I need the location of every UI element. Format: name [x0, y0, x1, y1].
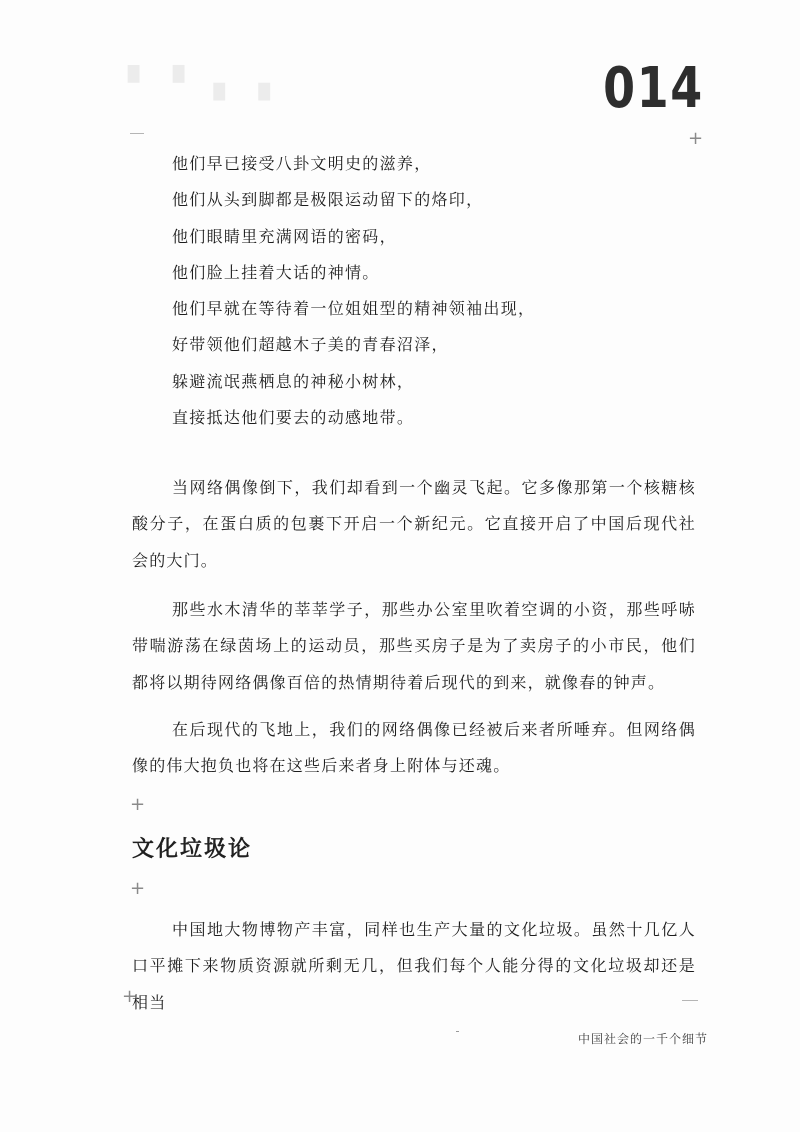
poem-line: 他们早就在等待着一位姐姐型的精神领袖出现， [172, 299, 536, 319]
poem-line: 直接抵达他们要去的动感地带。 [172, 408, 415, 428]
crop-mark-top-right: + [688, 128, 704, 149]
crop-mark-bottom-center [456, 1031, 459, 1032]
crop-mark-bottom-left: + [122, 986, 138, 1007]
crop-mark-section-before: + [130, 794, 146, 815]
page-number: 014 [603, 56, 704, 121]
body-paragraph: 那些水木清华的莘莘学子，那些办公室里吹着空调的小资，那些呼哧带喘游荡在绿茵场上的运动员，那些买房子是为了卖房子的小市民，他们都将以期待网络偶像百倍的热情期待着后现代的到来，就像春的钟声。 [132, 600, 696, 692]
poem-line: 好带领他们超越木子美的青春沼泽， [172, 335, 449, 355]
section-paragraph: 中国地大物博物产丰富，同样也生产大量的文化垃圾。虽然十几亿人口平摊下来物质资源就所剩无几，但我们每个人能分得的文化垃圾却还是相当 [132, 920, 696, 1012]
running-footer: 中国社会的一千个细节 [578, 1032, 709, 1046]
poem-line: 他们脸上挂着大话的神情。 [172, 262, 380, 282]
poem-line: 他们早已接受八卦文明史的滋养， [172, 154, 432, 173]
body-paragraph: 当网络偶像倒下，我们却看到一个幽灵飞起。它多像那第一个核糖核酸分子，在蛋白质的包裹下开启一个新纪元。它直接开启了中国后现代社会的大门。 [132, 478, 696, 570]
faded-header-mark: ▘▝ ▖▗ [128, 66, 280, 101]
section-heading: 文化垃圾论 [132, 837, 253, 862]
crop-mark-section-after: + [130, 878, 146, 899]
poem-line: 他们从头到脚都是极限运动留下的烙印， [172, 190, 484, 210]
poem-line: 躲避流氓燕栖息的神秘小树林， [172, 371, 415, 391]
poem-line: 他们眼睛里充满网语的密码， [172, 226, 397, 246]
crop-mark-top-left [130, 133, 144, 134]
poem-stanza [172, 152, 535, 442]
body-paragraph: 在后现代的飞地上，我们的网络偶像已经被后来者所唾弃。但网络偶像的伟大抱负也将在这些后来者身上附体与还魂。 [132, 720, 696, 776]
